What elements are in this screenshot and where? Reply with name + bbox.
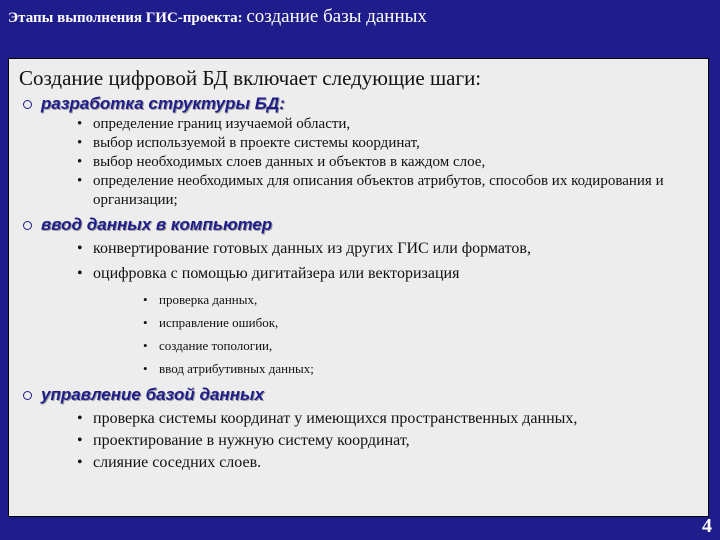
section-db-management xyxy=(17,384,700,474)
section-heading: разработка структуры БД: xyxy=(23,93,700,115)
section-heading: ввод данных в компьютер xyxy=(23,214,700,236)
list-item: • проверка системы координат у имеющихся пространственных данных, xyxy=(77,410,578,427)
content-panel xyxy=(8,58,709,517)
sub-bullet-list xyxy=(143,288,700,380)
list-item: • исправление ошибок, xyxy=(143,315,279,330)
section-data-input xyxy=(17,214,700,380)
section-structure xyxy=(17,93,700,210)
slide-title-part2: создание базы данных xyxy=(246,6,427,27)
slide-title xyxy=(8,6,708,28)
page-number: 4 xyxy=(702,515,712,537)
section-heading: управление базой данных xyxy=(23,384,700,406)
bullet-list xyxy=(75,408,700,474)
circle-bullet-icon xyxy=(23,100,32,109)
list-item: • определение границ изучаемой области, xyxy=(77,116,351,132)
list-item: • проверка данных, xyxy=(143,292,258,307)
list-item: • конвертирование готовых данных из других ГИС или форматов, xyxy=(77,240,531,257)
list-item: • проектирование в нужную систему координат, xyxy=(77,432,410,449)
list-item: • ввод атрибутивных данных; xyxy=(143,361,314,376)
list-item: • создание топологии, xyxy=(143,338,273,353)
list-item: • определение необходимых для описания объектов атрибутов, способов их кодирования и организации; xyxy=(77,173,664,208)
circle-bullet-icon xyxy=(23,391,32,400)
intro-text: Создание цифровой БД включает следующие шаги: xyxy=(19,66,482,90)
slide-title-part1: Этапы выполнения ГИС-проекта: xyxy=(8,10,247,26)
list-item: • выбор используемой в проекте системы координат, xyxy=(77,135,420,151)
list-item: • выбор необходимых слоев данных и объектов в каждом слое, xyxy=(77,154,486,170)
bullet-list xyxy=(75,115,700,210)
bullet-list xyxy=(75,236,700,286)
list-item: • слияние соседних слоев. xyxy=(77,454,262,471)
circle-bullet-icon xyxy=(23,221,32,230)
list-item: • оцифровка с помощью дигитайзера или векторизация xyxy=(77,265,460,282)
